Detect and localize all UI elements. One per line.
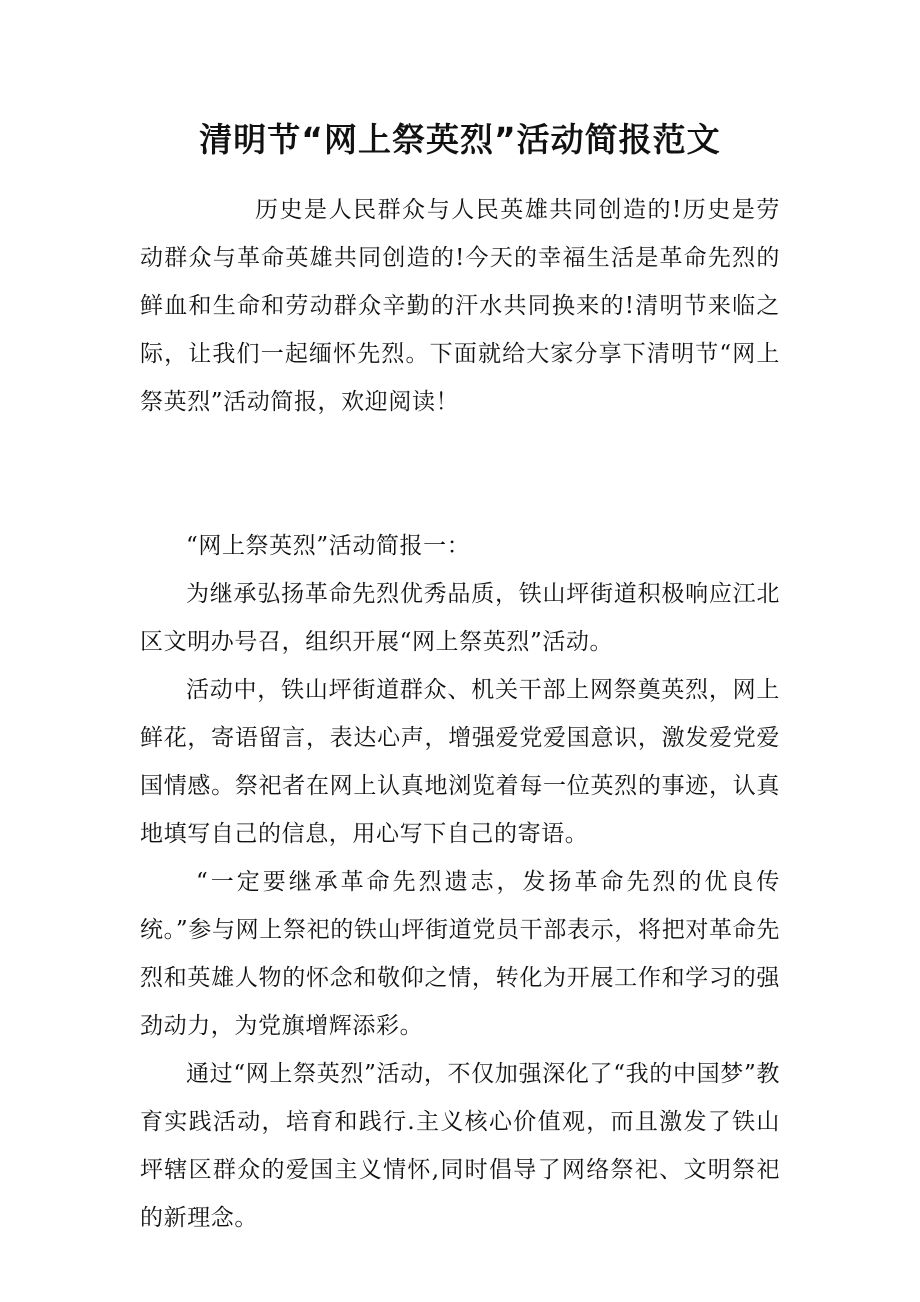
body-paragraph-3: “一定要继承革命先烈遗志，发扬革命先烈的优良传统。”参与网上祭祀的铁山坪街道党员干部表示，将把对革命先烈和英雄人物的怀念和敬仰之情，转化为开展工作和学习的强劲动力，为党旗增辉添彩。 [140, 869, 780, 1039]
body-paragraph-4: 通过“网上祭英烈”活动，不仅加强深化了“我的中国梦”教育实践活动，培育和践行.主义核心价值观，而且激发了铁山坪辖区群众的爱国主义情怀,同时倡导了网络祭祀、文明祭祀的新理念。 [140, 1061, 780, 1231]
intro-paragraph: 历史是人民群众与人民英雄共同创造的!历史是劳动群众与革命英雄共同创造的!今天的幸福生活是革命先烈的鲜血和生命和劳动群众辛勤的汗水共同换来的!清明节来临之际，让我们一起缅怀先烈。下面就给大家分享下清明节“网上祭英烈”活动简报，欢迎阅读！ [140, 197, 780, 415]
document-body [140, 186, 780, 1242]
document-title: 清明节“网上祭英烈”活动简报范文 [199, 120, 721, 159]
body-paragraph-2: 活动中，铁山坪街道群众、机关干部上网祭奠英烈，网上鲜花，寄语留言，表达心声，增强爱党爱国意识，激发爱党爱国情感。祭祀者在网上认真地浏览着每一位英烈的事迹，认真地填写自己的信息，用心写下自己的寄语。 [140, 677, 780, 847]
section-subheading: “网上祭英烈”活动简报一： [186, 533, 471, 559]
body-paragraph-1: 为继承弘扬革命先烈优秀品质，铁山坪街道积极响应江北区文明办号召，组织开展“网上祭英烈”活动。 [140, 581, 780, 655]
